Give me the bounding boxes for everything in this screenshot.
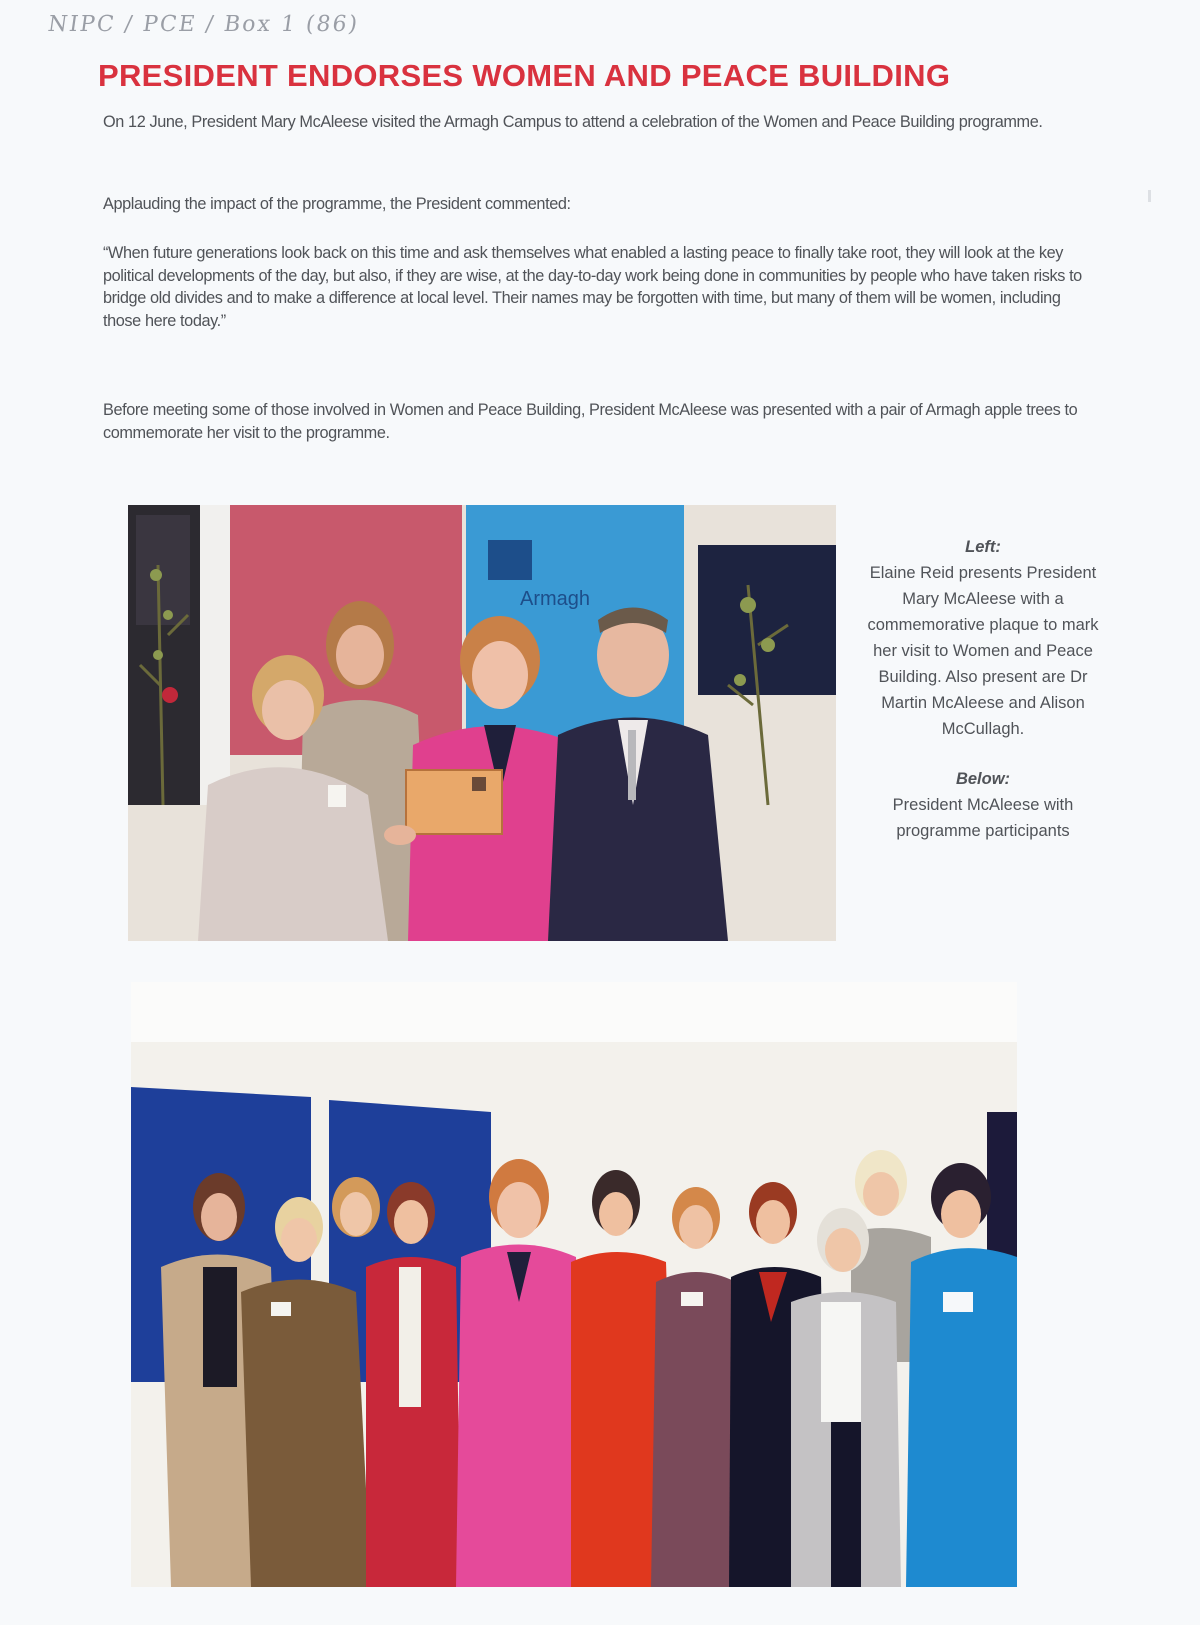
paragraph-intro: On 12 June, President Mary McAleese visited the Armagh Campus to attend a celebration of the Women and Peace Building programme. (103, 113, 1043, 131)
scan-mark (1148, 190, 1151, 202)
photo-caption (858, 534, 1108, 844)
caption-below-heading: Below: (955, 770, 1011, 788)
paragraph-lead-in: Applauding the impact of the programme, the President commented: (103, 195, 571, 213)
group-photo (131, 982, 1017, 1587)
banner-text: Armagh (520, 588, 591, 610)
paragraph-apple-trees: Before meeting some of those involved in Women and Peace Building, President McAleese was presented with a pair of Armagh apple trees to commemorate her visit to the programme. (103, 401, 1078, 442)
plaque-presentation-photo (128, 505, 836, 941)
caption-left-heading: Left: (965, 538, 1001, 556)
caption-below-text: President McAleese with programme participants (892, 796, 1074, 840)
archive-reference: NIPC / PCE / Box 1 (86) (46, 12, 361, 37)
paragraph-quote: “When future generations look back on this time and ask themselves what enabled a lasting peace to finally take root, they will look at the key political developments of the day, but also, if they are wise, at the day-to-day work being done in communities by people who have taken risks to bridge old divides and to make a difference at local level. Their names may be forgotten with time, but many of them will be women, including those here today.” (103, 244, 1082, 330)
article-title: PRESIDENT ENDORSES WOMEN AND PEACE BUILDING (98, 58, 951, 93)
caption-left-text: Elaine Reid presents President Mary McAleese with a commemorative plaque to mark her visit to Women and Peace Building. Also present are Dr Martin McAleese and Alison McCullagh. (867, 564, 1099, 738)
